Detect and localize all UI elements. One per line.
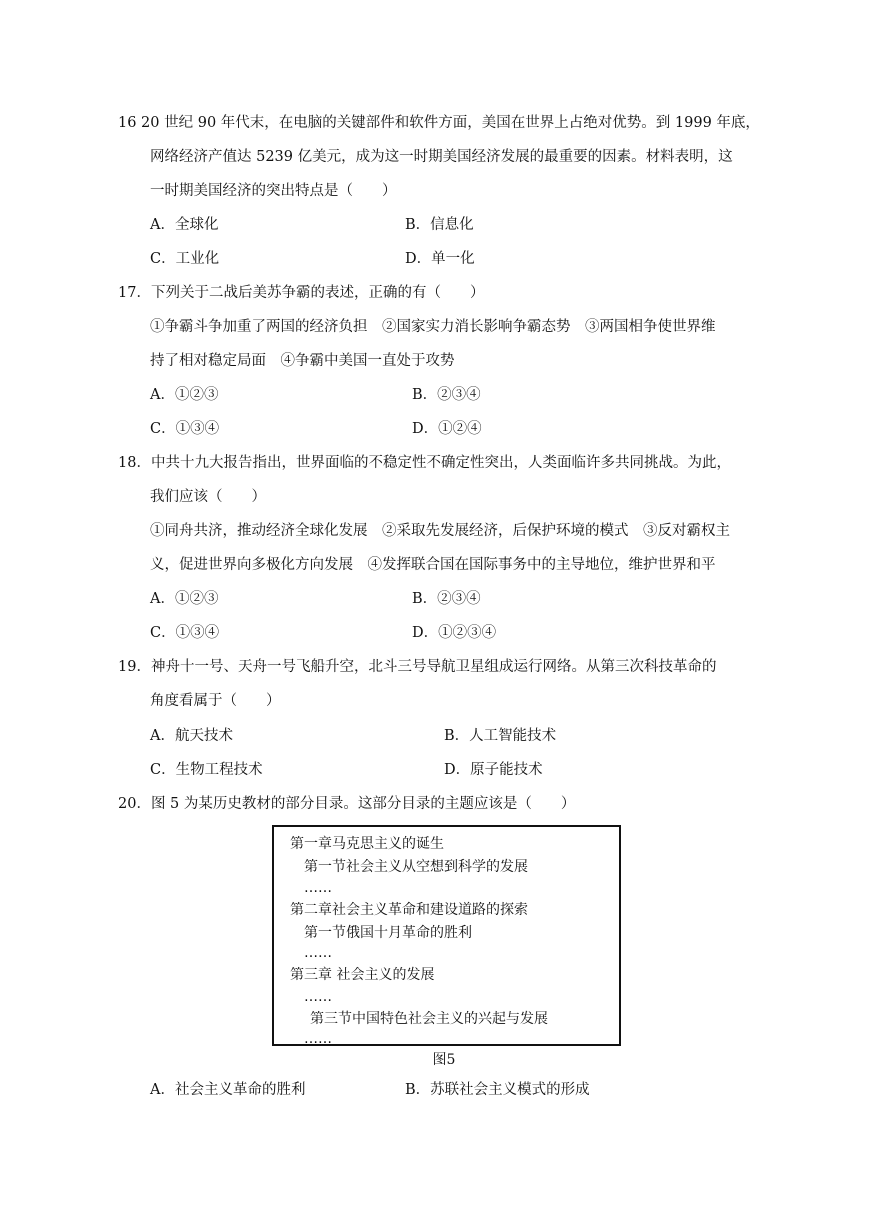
toc-chapter-1: 第一章马克思主义的诞生 <box>290 836 444 852</box>
q18-line-2: 我们应该（ ） <box>150 489 266 505</box>
q17-line-3: 持了相对稳定局面 ④争霸中美国一直处于攻势 <box>150 353 455 369</box>
q18-line-1: 18．中共十九大报告指出，世界面临的不稳定性不确定性突出，人类面临许多共同挑战。为此， <box>118 455 731 471</box>
q18-option-d: D．①②③④ <box>412 625 497 641</box>
q16-line-3: 一时期美国经济的突出特点是（ ） <box>150 183 397 199</box>
toc-chapter-3: 第三章 社会主义的发展 <box>290 967 435 983</box>
q19-option-b: B．人工智能技术 <box>444 728 557 744</box>
q19-line-1: 19．神舟十一号、天舟一号飞船升空，北斗三号导航卫星组成运行网络。从第三次科技革命的 <box>118 659 717 675</box>
q18-option-c: C．①③④ <box>150 625 220 641</box>
q19-line-2: 角度看属于（ ） <box>150 693 281 709</box>
q19-option-d: D．原子能技术 <box>444 762 543 778</box>
q17-option-a: A．①②③ <box>150 387 219 403</box>
q16-option-a: A．全球化 <box>150 217 219 233</box>
q20-option-b: B．苏联社会主义模式的形成 <box>405 1082 590 1098</box>
q19-option-c: C．生物工程技术 <box>150 762 263 778</box>
toc-ellipsis-3: …… <box>304 989 332 1005</box>
figure-5-table-of-contents <box>272 825 621 1046</box>
q19-option-a: A．航天技术 <box>150 728 233 744</box>
q16-line-1: 16 20 世纪 90 年代末，在电脑的关键部件和软件方面，美国在世界上占绝对优势。到 1999 年底， <box>118 115 760 131</box>
toc-section-2-1: 第一节俄国十月革命的胜利 <box>304 925 472 941</box>
q17-line-2: ①争霸斗争加重了两国的经济负担 ②国家实力消长影响争霸态势 ③两国相争使世界维 <box>150 319 716 335</box>
figure-caption: 图5 <box>432 1052 456 1068</box>
q17-option-b: B．②③④ <box>412 387 481 403</box>
q17-option-c: C．①③④ <box>150 421 220 437</box>
q18-option-a: A．①②③ <box>150 591 219 607</box>
q18-line-3: ①同舟共济，推动经济全球化发展 ②采取先发展经济，后保护环境的模式 ③反对霸权主 <box>150 523 730 539</box>
q17-option-d: D．①②④ <box>412 421 482 437</box>
q20-line-1: 20．图 5 为某历史教材的部分目录。这部分目录的主题应该是（ ） <box>118 796 576 812</box>
toc-ellipsis-1: …… <box>304 880 332 896</box>
toc-ellipsis-4: …… <box>304 1031 332 1046</box>
toc-chapter-2: 第二章社会主义革命和建设道路的探索 <box>290 902 528 918</box>
toc-section-1-1: 第一节社会主义从空想到科学的发展 <box>304 859 528 875</box>
toc-section-3-3: 第三节中国特色社会主义的兴起与发展 <box>310 1011 548 1027</box>
q18-option-b: B．②③④ <box>412 591 481 607</box>
q16-line-2: 网络经济产值达 5239 亿美元，成为这一时期美国经济发展的最重要的因素。材料表明，这 <box>150 149 733 165</box>
toc-ellipsis-2: …… <box>304 945 332 961</box>
q16-option-b: B．信息化 <box>405 217 474 233</box>
q20-option-a: A．社会主义革命的胜利 <box>150 1082 306 1098</box>
q16-option-d: D．单一化 <box>405 251 475 267</box>
q17-line-1: 17．下列关于二战后美苏争霸的表述，正确的有（ ） <box>118 285 485 301</box>
q16-option-c: C．工业化 <box>150 251 220 267</box>
q18-line-4: 义，促进世界向多极化方向发展 ④发挥联合国在国际事务中的主导地位，维护世界和平 <box>150 557 716 573</box>
